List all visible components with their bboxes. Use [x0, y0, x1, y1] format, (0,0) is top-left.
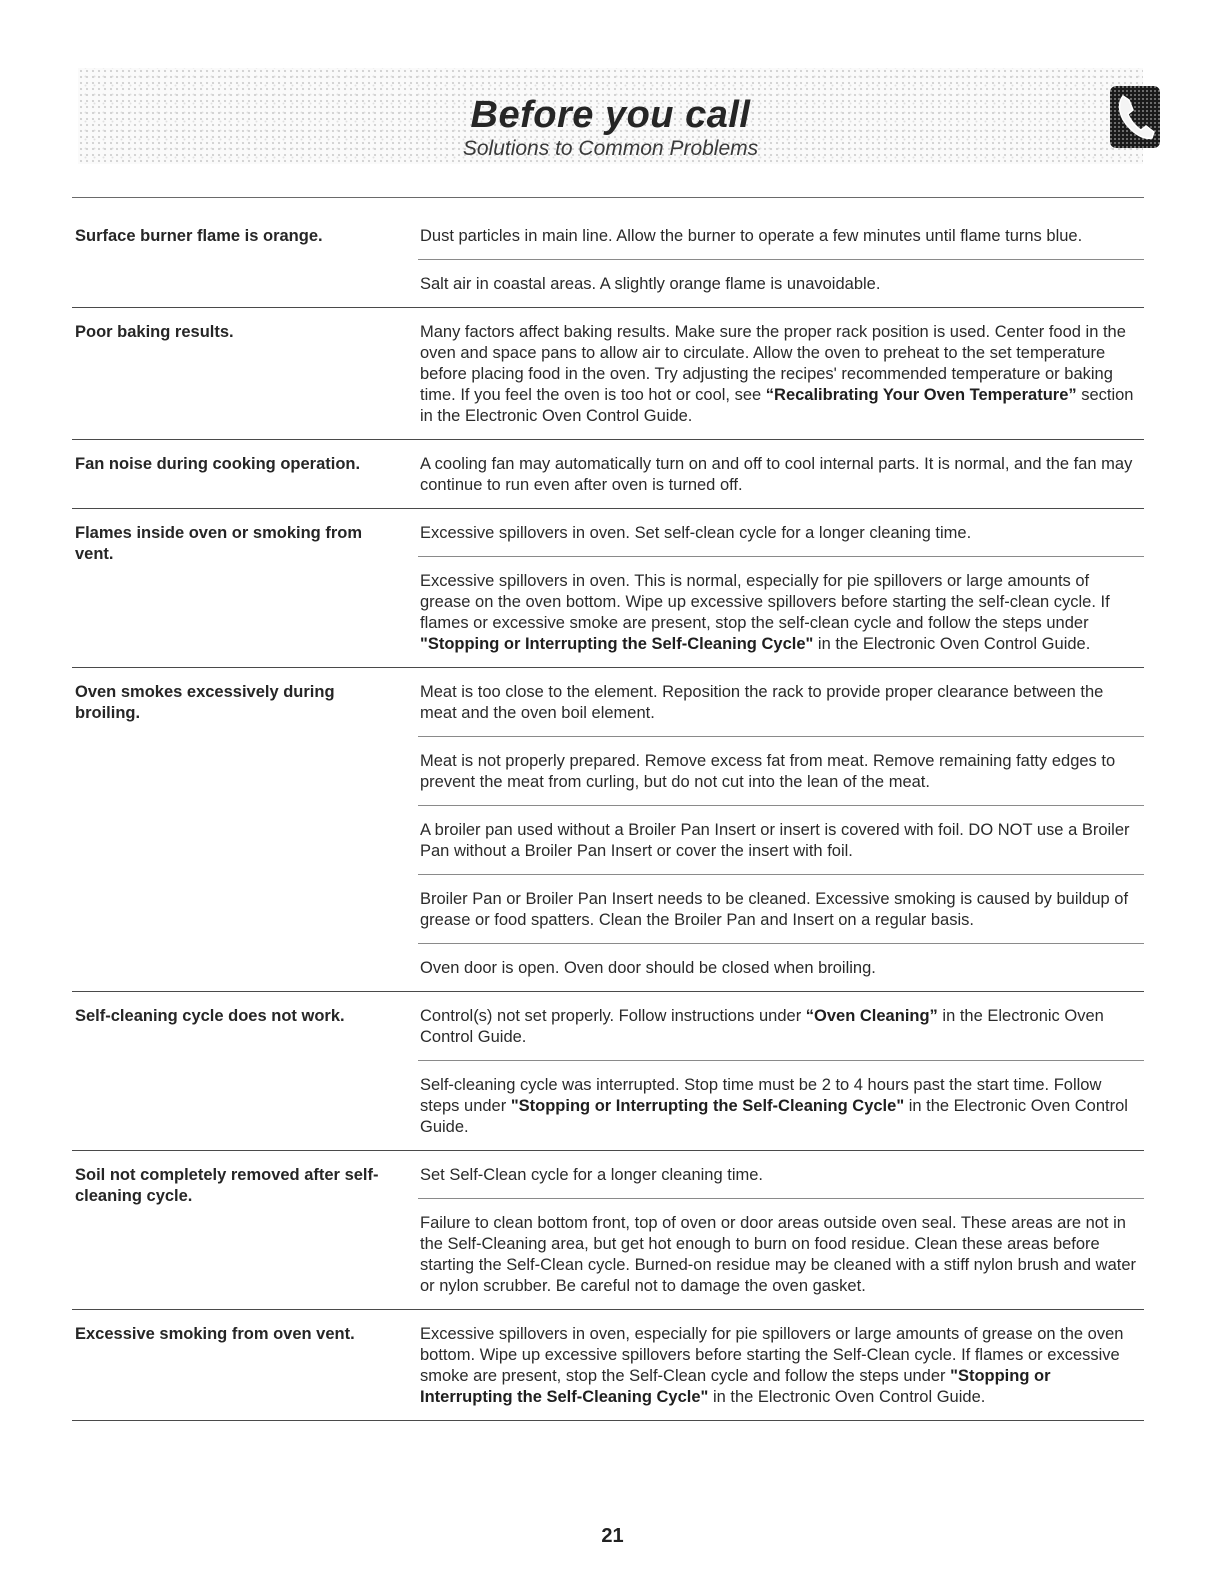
solution-segment: A cooling fan may automatically turn on and off to cool internal parts. It is normal, and the fan may continue to run even after oven is turned off. — [420, 455, 1133, 494]
problem-text: Excessive smoking from oven vent. — [75, 1325, 355, 1343]
solutions-list — [418, 992, 1144, 1150]
solution-segment: Many factors affect baking results. Make sure the proper rack position is used. Center food in the oven and space pans to allow air to circulate. Allow the oven to preheat to the set temperature before placing food in the oven. Try adjusting the recipes' recommended temperature or baking time. If you feel the oven is too hot or cool, see — [420, 323, 1126, 404]
solution-segment: Self-cleaning cycle was interrupted. Stop time must be 2 to 4 hours past the start time. Follow steps under — [420, 1076, 1102, 1115]
solutions-list — [418, 1151, 1144, 1309]
page-number: 21 — [601, 1525, 624, 1547]
solution-segment: Excessive spillovers in oven, especially for pie spillovers or large amounts of grease on the oven bottom. Wipe up excessive spillovers before starting the Self-Clean cycle. If flames or excessive smoke are present, stop the Self-Clean cycle and follow the steps under — [420, 1325, 1124, 1385]
solutions-list — [418, 1310, 1144, 1420]
problem-row — [72, 212, 1144, 308]
solution-text — [418, 509, 1144, 556]
solution-text — [418, 1151, 1144, 1198]
reference-highlight: "Stopping or Interrupting the Self-Cleaning Cycle" — [510, 1097, 905, 1115]
solutions-list — [418, 212, 1144, 307]
problem-row — [72, 992, 1144, 1151]
reference-highlight: "Stopping or Interrupting the Self-Cleaning Cycle" — [420, 635, 814, 653]
solution-segment: section in the Electronic Oven Control Guide. — [420, 386, 1134, 425]
solution-text — [418, 943, 1144, 991]
solution-segment: in the Electronic Oven Control Guide. — [813, 635, 1091, 653]
solution-text — [418, 1310, 1144, 1420]
problem-row — [72, 1151, 1144, 1310]
solutions-list — [418, 308, 1144, 439]
solution-segment: Set Self-Clean cycle for a longer cleaning time. — [420, 1166, 764, 1184]
problem-row — [72, 668, 1144, 992]
solution-segment: Excessive spillovers in oven. This is normal, especially for pie spillovers or large amounts of grease on the oven bottom. Wipe up excessive spillovers before starting the self-clean cycle. If flames or excessive smoke are present, stop the self-clean cycle and follow the steps under — [420, 572, 1110, 632]
solution-segment: Meat is not properly prepared. Remove excess fat from meat. Remove remaining fatty edges to prevent the meat from curling, but do not cut into the lean of the meat. — [420, 752, 1116, 791]
solution-text — [418, 992, 1144, 1060]
solution-segment: Excessive spillovers in oven. Set self-clean cycle for a longer cleaning time. — [420, 524, 972, 542]
problem-row — [72, 308, 1144, 440]
solution-segment: Broiler Pan or Broiler Pan Insert needs to be cleaned. Excessive smoking is caused by buildup of grease or food spatters. Clean the Broiler Pan and Insert on a regular basis. — [420, 890, 1129, 929]
problem-text: Oven smokes excessively during broiling. — [75, 683, 335, 722]
problem-row — [72, 1310, 1144, 1421]
solution-segment: Control(s) not set properly. Follow instructions under — [420, 1007, 806, 1025]
solution-text — [418, 736, 1144, 805]
solutions-list — [418, 440, 1144, 508]
solution-segment: A broiler pan used without a Broiler Pan Insert or insert is covered with foil. DO NOT use a Broiler Pan without a Broiler Pan Insert or cover the insert with foil. — [420, 821, 1130, 860]
solution-text — [418, 874, 1144, 943]
solution-segment: Salt air in coastal areas. A slightly orange flame is unavoidable. — [420, 275, 881, 293]
reference-highlight: "Stopping or Interrupting the Self-Cleaning Cycle" — [420, 1367, 1051, 1406]
problem-text: Self-cleaning cycle does not work. — [75, 1007, 345, 1025]
solution-segment: Failure to clean bottom front, top of oven or door areas outside oven seal. These areas are not in the Self-Cleaning area, but get hot enough to burn on food residue. Clean these areas before starting the Self-Clean cycle. Burned-on residue may be cleaned with a stiff nylon brush and water or nylon scrubber. Be careful not to damage the oven gasket. — [420, 1214, 1137, 1295]
solution-segment: Dust particles in main line. Allow the burner to operate a few minutes until flame turns blue. — [420, 227, 1083, 245]
problem-text: Soil not completely removed after self-cleaning cycle. — [75, 1166, 379, 1205]
header-banner — [78, 68, 1143, 164]
problem-row — [72, 509, 1144, 668]
solution-text — [418, 1198, 1144, 1309]
solution-text — [418, 440, 1144, 508]
page-subtitle: Solutions to Common Problems — [462, 137, 759, 160]
solution-segment: in the Electronic Oven Control Guide. — [420, 1007, 1104, 1046]
solution-text — [418, 805, 1144, 874]
phone-handset-icon — [1110, 86, 1160, 148]
problem-text: Flames inside oven or smoking from vent. — [75, 524, 362, 563]
header-divider — [72, 197, 1144, 198]
problem-text: Poor baking results. — [75, 323, 234, 341]
solution-segment: Oven door is open. Oven door should be closed when broiling. — [420, 959, 876, 977]
problem-text: Fan noise during cooking operation. — [75, 455, 361, 473]
page-title: Before you call — [470, 94, 751, 136]
reference-highlight: “Recalibrating Your Oven Temperature” — [765, 386, 1077, 404]
solution-text — [418, 308, 1144, 439]
solution-segment: in the Electronic Oven Control Guide. — [420, 1097, 1128, 1136]
troubleshooting-table — [72, 212, 1144, 1421]
solution-text — [418, 1060, 1144, 1150]
solution-text — [418, 668, 1144, 736]
solutions-list — [418, 509, 1144, 667]
solutions-list — [418, 668, 1144, 991]
reference-highlight: “Oven Cleaning” — [805, 1007, 938, 1025]
solution-segment: Meat is too close to the element. Reposition the rack to provide proper clearance between the meat and the oven boil element. — [420, 683, 1104, 722]
solution-text — [418, 556, 1144, 667]
problem-text: Surface burner flame is orange. — [75, 227, 323, 245]
solution-text — [418, 259, 1144, 307]
problem-row — [72, 440, 1144, 509]
solution-text — [418, 212, 1144, 259]
solution-segment: in the Electronic Oven Control Guide. — [708, 1388, 986, 1406]
